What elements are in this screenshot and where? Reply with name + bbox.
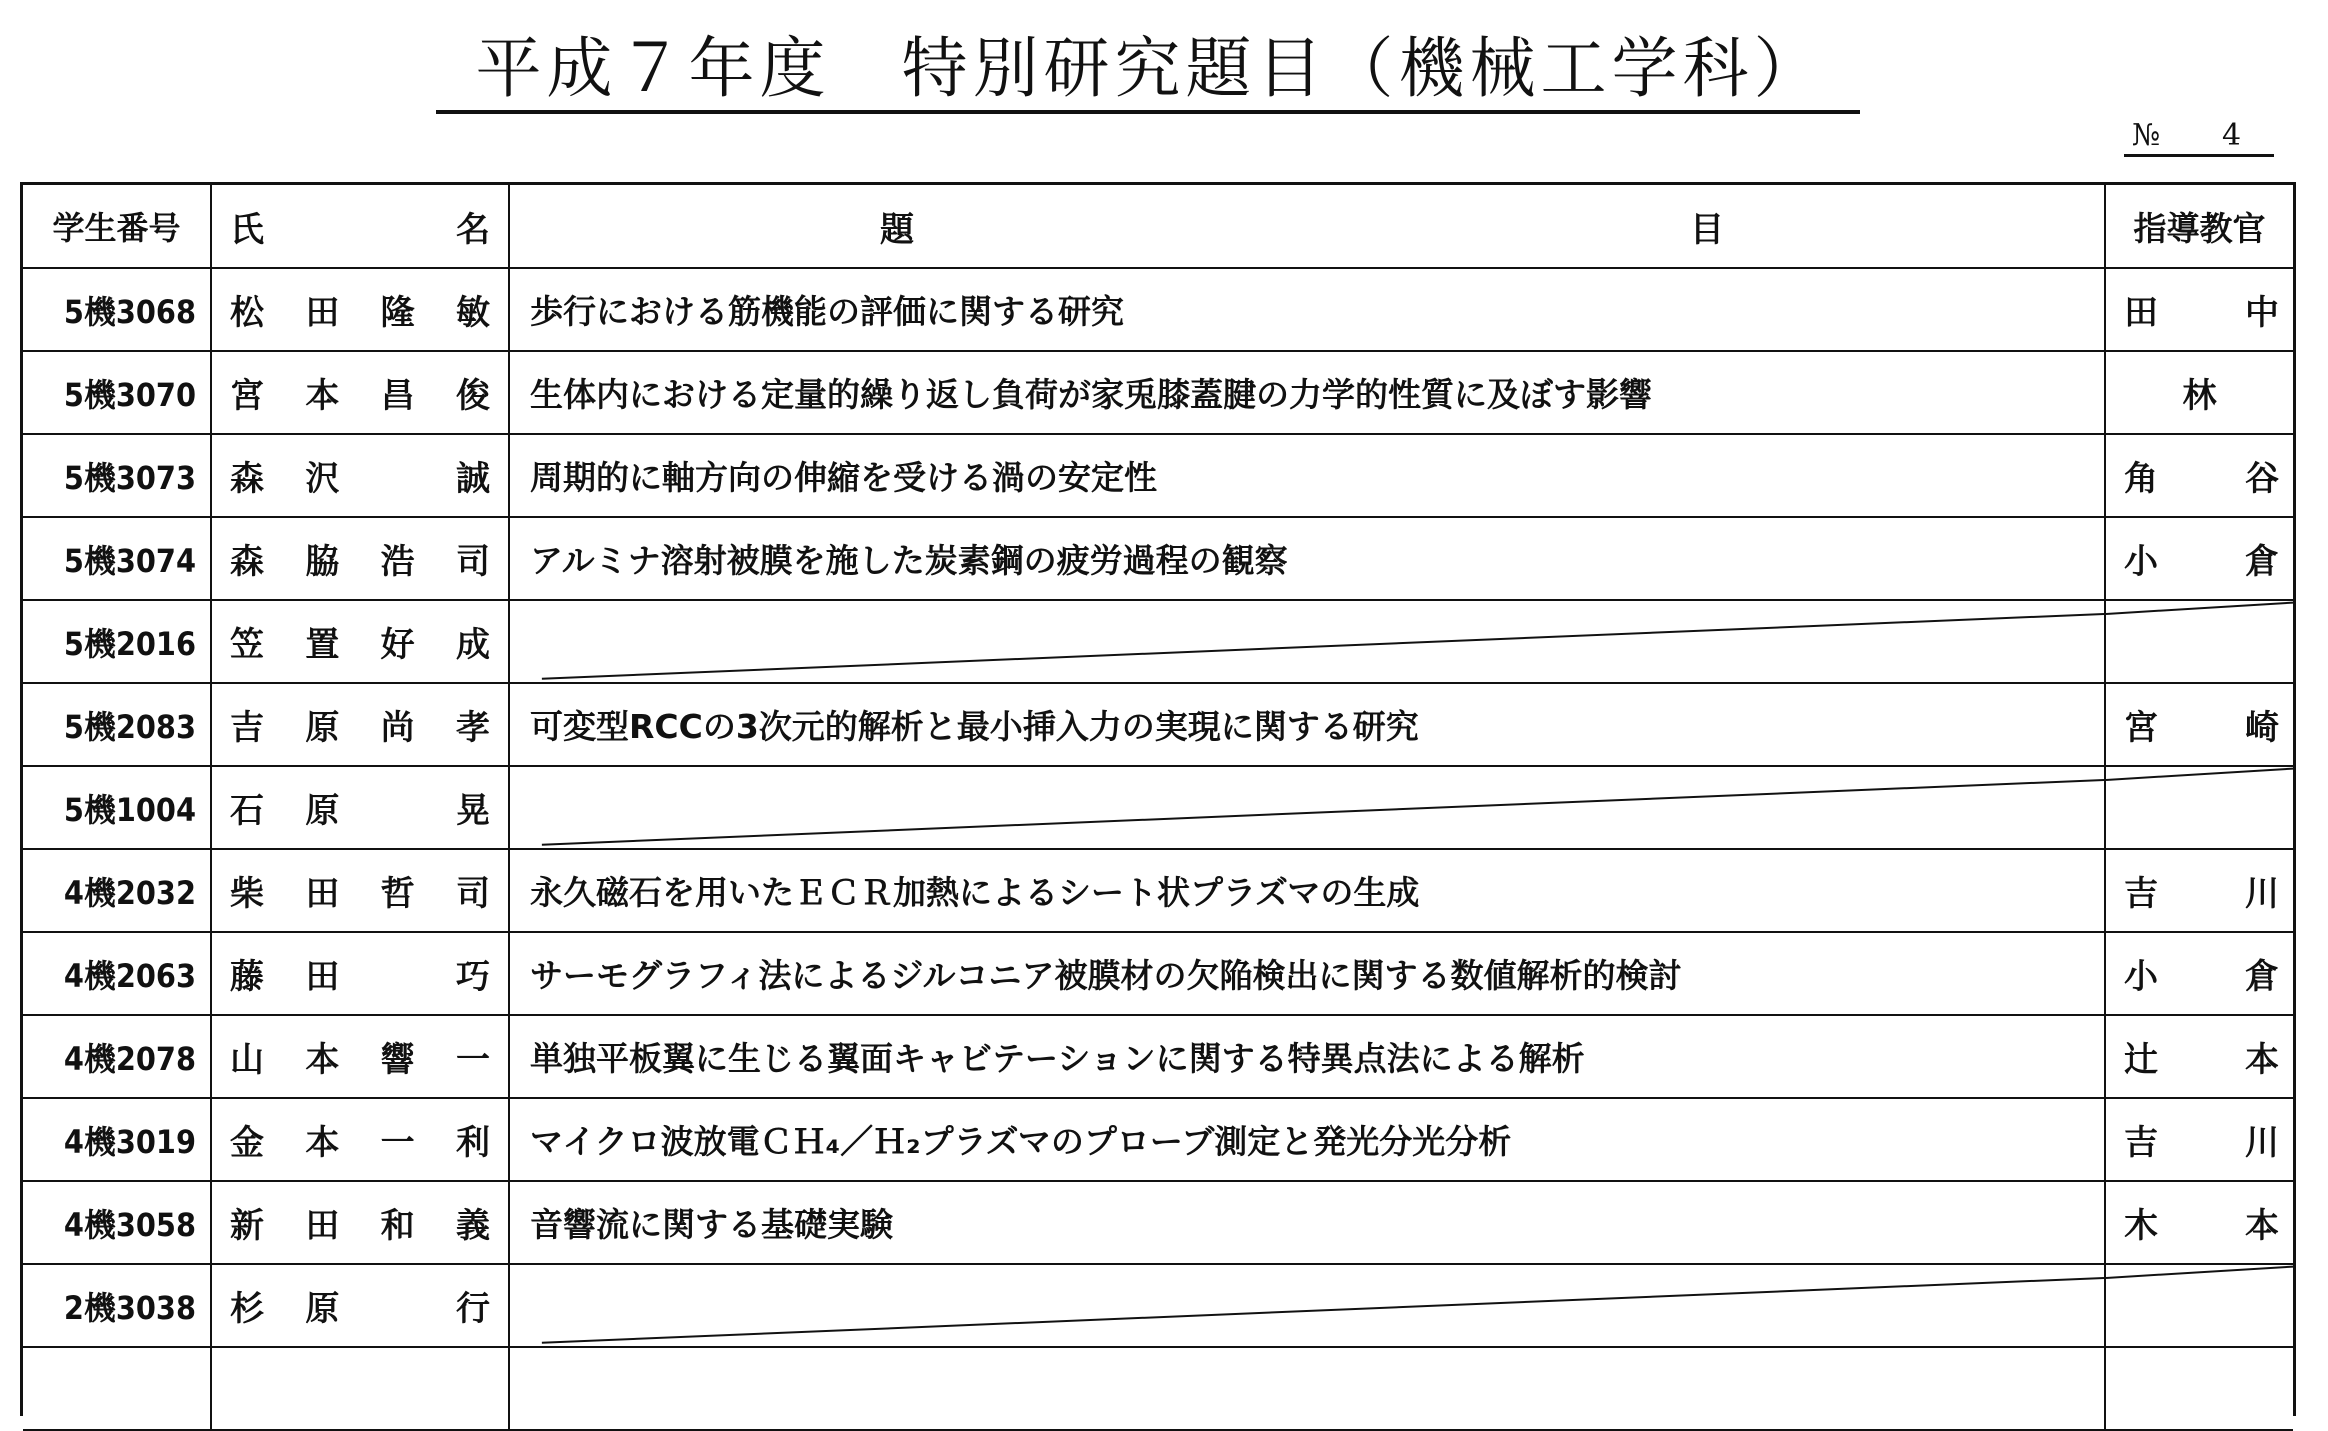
vacant-strike-line [2106, 767, 2293, 848]
name-char: 一 [455, 1040, 490, 1080]
research-title-cell: 音響流に関する基礎実験 [509, 1181, 2105, 1264]
name-char [381, 949, 415, 998]
student-id-cell: 5機1004 [23, 766, 211, 849]
name-char: 吉 [230, 708, 264, 748]
name-char: 脇 [305, 542, 340, 582]
table-row [23, 434, 2293, 517]
advisor-char: 川 [2245, 874, 2279, 914]
student-name-cell [211, 1264, 509, 1347]
advisor-char: 小 [2124, 957, 2158, 997]
table-header-row [23, 185, 2293, 268]
student-name-cell [211, 683, 509, 766]
advisor-cell [2105, 351, 2293, 434]
vacant-strike-line [510, 767, 2104, 848]
student-name [212, 1198, 508, 1247]
header-student-id: 学生番号 [23, 185, 211, 268]
student-name-cell [211, 600, 509, 683]
advisor-char: 本 [2245, 1040, 2279, 1080]
table-row [23, 1015, 2293, 1098]
name-char: 本 [305, 1040, 340, 1080]
table-row [23, 1098, 2293, 1181]
name-char: 宮 [230, 376, 264, 416]
student-name-cell [211, 766, 509, 849]
table-row [23, 683, 2293, 766]
advisor-name [2106, 285, 2293, 334]
page-number [2132, 118, 2274, 154]
student-id-cell: 5機3070 [23, 351, 211, 434]
name-char: 柴 [230, 874, 264, 914]
header-title-right: 目 [1690, 209, 1724, 250]
student-name [212, 1115, 508, 1164]
advisor-cell [2105, 1015, 2293, 1098]
table-row [23, 1264, 2293, 1347]
advisor-name [2106, 949, 2293, 998]
name-char: 原 [305, 791, 340, 831]
advisor-char: 小 [2124, 542, 2158, 582]
advisor-char: 倉 [2245, 542, 2279, 582]
advisor-char: 田 [2124, 293, 2158, 333]
student-name [212, 534, 508, 583]
name-char: 山 [230, 1040, 264, 1080]
student-name-cell [211, 849, 509, 932]
advisor-char: 吉 [2124, 874, 2158, 914]
table-row [23, 351, 2293, 434]
research-title-cell: マイクロ波放電ＣＨ₄／Ｈ₂プラズマのプローブ測定と発光分光分析 [509, 1098, 2105, 1181]
name-char: 響 [380, 1040, 415, 1080]
header-name-left: 氏 [230, 209, 264, 250]
name-char: 森 [230, 542, 264, 582]
student-id-cell: 5機3073 [23, 434, 211, 517]
advisor-char: 木 [2124, 1206, 2158, 1246]
advisor-char: 崎 [2245, 708, 2279, 748]
vacant-strike-line [2106, 601, 2293, 682]
header-name [211, 185, 509, 268]
advisor-cell [2105, 849, 2293, 932]
name-char: 原 [305, 1289, 340, 1329]
table-row [23, 517, 2293, 600]
table-row [23, 849, 2293, 932]
student-id-cell: 5機3068 [23, 268, 211, 351]
student-name [212, 783, 508, 832]
name-char: 尚 [380, 708, 415, 748]
advisor-cell [2105, 600, 2293, 683]
advisor-char: 辻 [2124, 1040, 2158, 1080]
research-title-cell [509, 1264, 2105, 1347]
advisor-cell [2105, 932, 2293, 1015]
research-title-cell: 周期的に軸方向の伸縮を受ける渦の安定性 [509, 434, 2105, 517]
page-number-underline [2124, 154, 2274, 157]
name-char: 新 [230, 1206, 264, 1246]
advisor-cell [2105, 1347, 2293, 1430]
advisor-name [2106, 1198, 2293, 1247]
name-char: 田 [305, 1206, 340, 1246]
name-char: 杉 [230, 1289, 264, 1329]
name-char: 義 [455, 1206, 490, 1246]
name-char: 金 [230, 1123, 264, 1163]
research-title-cell [509, 600, 2105, 683]
name-char: 松 [230, 293, 264, 333]
research-title-cell [509, 1347, 2105, 1430]
name-char: 司 [455, 874, 490, 914]
research-topics-table [20, 182, 2296, 1416]
name-char: 笠 [230, 625, 264, 665]
student-name [212, 866, 508, 915]
student-id-cell: 5機3074 [23, 517, 211, 600]
research-title-cell: サーモグラフィ法によるジルコニア被膜材の欠陥検出に関する数値解析的検討 [509, 932, 2105, 1015]
advisor-name [2106, 1032, 2293, 1081]
student-name-cell [211, 1015, 509, 1098]
name-char: 行 [455, 1289, 490, 1329]
name-char: 利 [455, 1123, 490, 1163]
name-char: 一 [380, 1123, 415, 1163]
advisor-cell [2105, 1264, 2293, 1347]
student-name [212, 1281, 508, 1330]
name-char: 隆 [380, 293, 415, 333]
name-char: 本 [305, 1123, 340, 1163]
name-char: 誠 [455, 459, 490, 499]
student-name [212, 368, 508, 417]
header-name-right: 名 [456, 209, 490, 250]
name-char [381, 451, 415, 500]
student-id-cell: 4機2032 [23, 849, 211, 932]
advisor-cell [2105, 434, 2293, 517]
advisor-cell [2105, 517, 2293, 600]
student-name-cell [211, 1347, 509, 1430]
research-title-cell: アルミナ溶射被膜を施した炭素鋼の疲労過程の観察 [509, 517, 2105, 600]
name-char: 原 [305, 708, 340, 748]
student-name-cell [211, 268, 509, 351]
name-char: 浩 [380, 542, 415, 582]
name-char: 司 [455, 542, 490, 582]
advisor-char: 谷 [2245, 459, 2279, 499]
advisor-cell [2105, 268, 2293, 351]
research-title-cell: 生体内における定量的繰り返し負荷が家兎膝蓋腱の力学的性質に及ぼす影響 [509, 351, 2105, 434]
student-id-cell: 4機2078 [23, 1015, 211, 1098]
research-title-cell: 単独平板翼に生じる翼面キャビテーションに関する特異点法による解析 [509, 1015, 2105, 1098]
student-name [212, 285, 508, 334]
name-char: 石 [230, 791, 264, 831]
student-name-cell [211, 434, 509, 517]
name-char: 敏 [455, 293, 490, 333]
student-name-cell [211, 1098, 509, 1181]
student-name [212, 700, 508, 749]
student-id-cell: 4機3058 [23, 1181, 211, 1264]
advisor-char: 川 [2245, 1123, 2279, 1163]
advisor-name: 林 [2182, 376, 2217, 416]
name-char: 晃 [455, 791, 490, 831]
advisor-cell [2105, 683, 2293, 766]
name-char: 好 [380, 625, 415, 665]
name-char: 沢 [305, 459, 340, 499]
student-name [212, 949, 508, 998]
vacant-strike-line [510, 1265, 2104, 1346]
research-title-cell: 永久磁石を用いたＥＣＲ加熱によるシート状プラズマの生成 [509, 849, 2105, 932]
header-advisor: 指導教官 [2105, 185, 2293, 268]
student-id-cell: 5機2016 [23, 600, 211, 683]
name-char: 置 [305, 625, 340, 665]
name-char: 昌 [380, 376, 415, 416]
name-char: 本 [305, 376, 340, 416]
student-id-cell: 4機3019 [23, 1098, 211, 1181]
name-char: 田 [305, 957, 340, 997]
page-number-label: № [2132, 118, 2161, 153]
advisor-char: 宮 [2124, 708, 2158, 748]
vacant-strike-line [510, 601, 2104, 682]
advisor-cell [2105, 1181, 2293, 1264]
research-title-cell: 可変型RCCの3次元的解析と最小挿入力の実現に関する研究 [509, 683, 2105, 766]
advisor-name [2106, 534, 2293, 583]
name-char: 巧 [455, 957, 490, 997]
table-row [23, 766, 2293, 849]
advisor-cell [2105, 1098, 2293, 1181]
name-char: 俊 [455, 376, 490, 416]
research-title-cell: 歩行における筋機能の評価に関する研究 [509, 268, 2105, 351]
vacant-strike-line [2106, 1265, 2293, 1346]
document-title: 平成７年度 特別研究題目（機械工学科） [475, 30, 1825, 107]
advisor-name [2106, 866, 2293, 915]
table-row [23, 932, 2293, 1015]
name-char: 森 [230, 459, 264, 499]
student-id-cell: 4機2063 [23, 932, 211, 1015]
name-char: 哲 [380, 874, 415, 914]
title-underline [436, 110, 1860, 114]
advisor-char: 倉 [2245, 957, 2279, 997]
name-char: 藤 [230, 957, 264, 997]
student-id-cell [23, 1347, 211, 1430]
name-char: 成 [455, 625, 490, 665]
page-number-value: 4 [2222, 118, 2242, 153]
student-name-cell [211, 932, 509, 1015]
student-name [212, 617, 508, 666]
table-row [23, 1347, 2293, 1430]
advisor-cell [2105, 766, 2293, 849]
name-char: 和 [380, 1206, 415, 1246]
table-row [23, 268, 2293, 351]
table-row [23, 1181, 2293, 1264]
name-char: 田 [305, 874, 340, 914]
student-id-cell: 2機3038 [23, 1264, 211, 1347]
advisor-char: 角 [2124, 459, 2158, 499]
name-char: 田 [305, 293, 340, 333]
name-char [381, 1281, 415, 1330]
student-name-cell [211, 351, 509, 434]
student-name [212, 451, 508, 500]
advisor-char: 吉 [2124, 1123, 2158, 1163]
advisor-name [2106, 700, 2293, 749]
advisor-char: 中 [2245, 293, 2279, 333]
advisor-name [2106, 451, 2293, 500]
table-row [23, 600, 2293, 683]
header-title-left: 題 [880, 209, 914, 250]
student-name-cell [211, 1181, 509, 1264]
student-name [212, 1032, 508, 1081]
student-id-cell: 5機2083 [23, 683, 211, 766]
name-char [381, 783, 415, 832]
research-title-cell [509, 766, 2105, 849]
header-title [509, 185, 2105, 268]
name-char: 孝 [455, 708, 490, 748]
student-name-cell [211, 517, 509, 600]
advisor-char: 本 [2245, 1206, 2279, 1246]
advisor-name [2106, 1115, 2293, 1164]
